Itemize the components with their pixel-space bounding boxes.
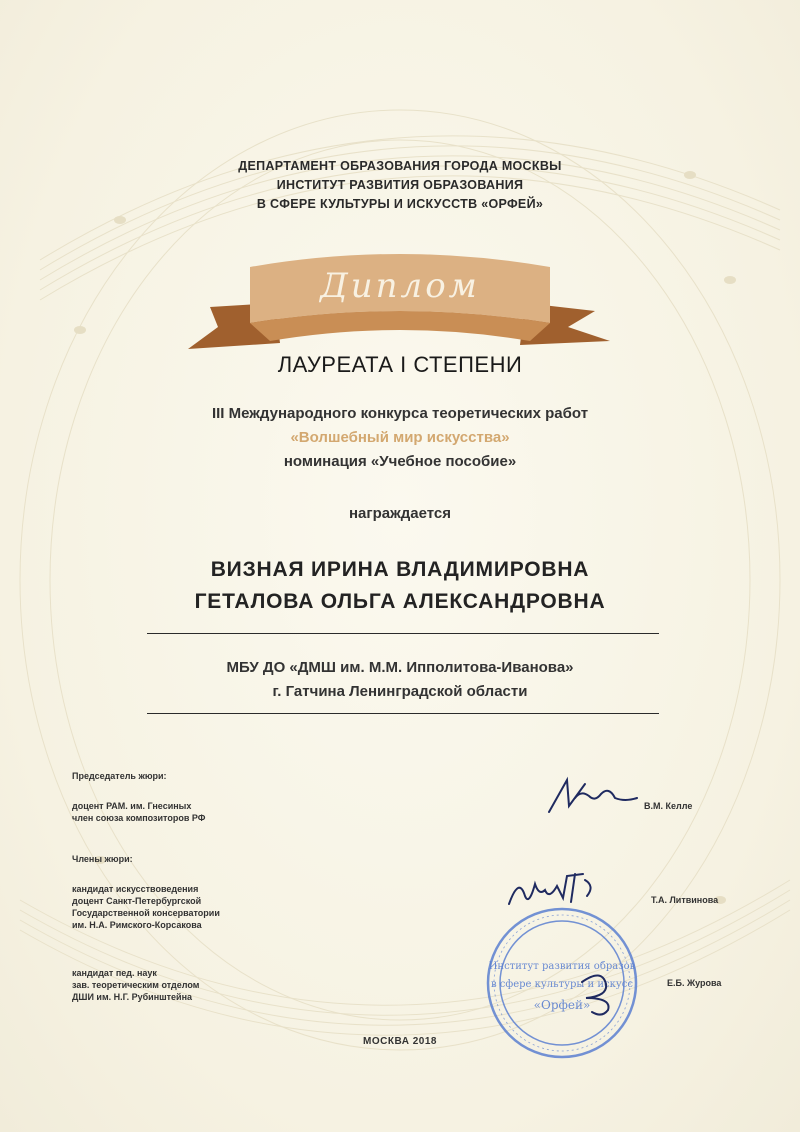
jury-chair-titles	[72, 800, 205, 824]
member2-signature	[572, 968, 622, 1018]
recipients	[120, 554, 680, 618]
member1-title-3: Государственной консерватории	[72, 908, 220, 918]
diploma-ribbon-banner	[180, 245, 620, 355]
member2-name: Е.Б. Журова	[667, 978, 722, 988]
organization	[120, 656, 680, 704]
jury-members-heading: Члены жюри:	[72, 854, 133, 864]
jury-member-1-titles	[72, 883, 220, 931]
city-year: МОСКВА 2018	[363, 1036, 437, 1047]
chair-title-2: член союза композиторов РФ	[72, 813, 206, 823]
header-line-2: ИНСТИТУТ РАЗВИТИЯ ОБРАЗОВАНИЯ	[276, 178, 524, 192]
member1-title-4: им. Н.А. Римского-Корсакова	[72, 920, 202, 930]
recipient-name-2: ГЕТАЛОВА ОЛЬГА АЛЕКСАНДРОВНА	[194, 590, 606, 613]
contest-line-1: III Международного конкурса теоретических работ	[211, 405, 589, 422]
organization-line-2: г. Гатчина Ленинградской области	[272, 683, 528, 700]
chair-signature	[545, 776, 640, 816]
nomination: номинация «Учебное пособие»	[283, 453, 517, 470]
contest-title: «Волшебный мир искусства»	[290, 429, 510, 446]
member1-name: Т.А. Литвинова	[651, 895, 719, 905]
chair-name: В.М. Келле	[644, 801, 693, 811]
divider-bottom	[147, 713, 659, 714]
stamp-line-2: в сфере культуры и искусс	[491, 979, 633, 990]
diploma-title: Диплом	[320, 266, 480, 306]
recipient-name-1: ВИЗНАЯ ИРИНА ВЛАДИМИРОВНА	[210, 558, 590, 581]
issuer-header	[150, 157, 650, 214]
jury-chair-heading: Председатель жюри:	[72, 771, 167, 781]
laureate-degree: ЛАУРЕАТА I СТЕПЕНИ	[277, 352, 523, 377]
stamp-line-3: «Орфей»	[533, 998, 591, 1012]
divider-top	[147, 633, 659, 634]
contest-info	[120, 402, 680, 474]
awarded-label: награждается	[348, 505, 452, 522]
header-line-3: В СФЕРЕ КУЛЬТУРЫ И ИСКУССТВ «ОРФЕЙ»	[256, 197, 544, 211]
member2-title-1: кандидат пед. наук	[72, 968, 157, 978]
header-line-1: ДЕПАРТАМЕНТ ОБРАЗОВАНИЯ ГОРОДА МОСКВЫ	[238, 159, 562, 173]
stamp-line-1: Институт развития образов	[488, 961, 636, 972]
member1-title-1: кандидат искусствоведения	[72, 884, 199, 894]
member2-title-2: зав. теоретическим отделом	[72, 980, 200, 990]
organization-line-1: МБУ ДО «ДМШ им. М.М. Ипполитова-Иванова»	[226, 659, 574, 676]
chair-title-1: доцент РАМ. им. Гнесиных	[72, 801, 192, 811]
member1-title-2: доцент Санкт-Петербургской	[72, 896, 202, 906]
jury-member-2-titles	[72, 967, 199, 1003]
member2-title-3: ДШИ им. Н.Г. Рубинштейна	[72, 992, 193, 1002]
